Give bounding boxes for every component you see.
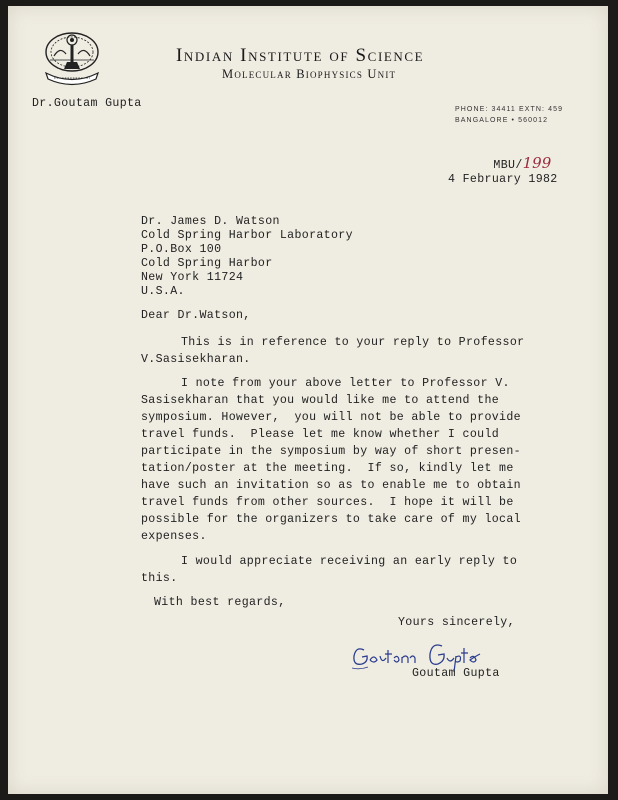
- letter-date: 4 February 1982: [448, 173, 558, 186]
- phone-line: PHONE: 34411 EXTN: 459: [455, 106, 564, 113]
- reference-prefix: MBU/: [493, 159, 523, 172]
- paragraph-line: expenses.: [141, 530, 207, 543]
- sender-name: Dr.Goutam Gupta: [32, 97, 142, 110]
- paragraph-line: travel funds. Please let me know whether I could: [141, 428, 500, 441]
- unit-name: Molecular Biophysics Unit: [222, 67, 397, 81]
- institution-name: Indian Institute of Science: [176, 45, 425, 66]
- paragraph-line: I note from your above letter to Professor V.: [181, 377, 510, 390]
- paragraph-3: [141, 555, 581, 589]
- address-line: Cold Spring Harbor Laboratory: [141, 229, 353, 242]
- recipient-address: [141, 215, 441, 315]
- address-line: Cold Spring Harbor: [141, 257, 273, 270]
- paragraph-line: tation/poster at the meeting. If so, kindly let me: [141, 462, 514, 475]
- institute-seal-logo: [40, 26, 104, 88]
- paragraph-line: V.Sasisekharan.: [141, 353, 251, 366]
- paragraph-1: [141, 336, 581, 370]
- reference-handwritten-number: 199: [522, 154, 552, 172]
- paragraph-line: participate in the symposium by way of short presen-: [141, 445, 521, 458]
- paragraph-line: Sasisekharan that you would like me to attend the: [141, 394, 500, 407]
- paragraph-line: possible for the organizers to take care of my local: [141, 513, 521, 526]
- paragraph-line: this.: [141, 572, 178, 585]
- address-line: P.O.Box 100: [141, 243, 222, 256]
- address-line: U.S.A.: [141, 285, 185, 298]
- salutation: Dear Dr.Watson,: [141, 309, 251, 322]
- signature-typed-name: Goutam Gupta: [412, 667, 500, 680]
- closing-line: Yours sincerely,: [398, 616, 515, 629]
- paragraph-line: This is in reference to your reply to Professor: [181, 336, 525, 349]
- city-line: BANGALORE • 560012: [455, 117, 549, 124]
- letter-page: [8, 6, 608, 794]
- paragraph-line: symposium. However, you will not be able to provide: [141, 411, 521, 424]
- regards-line: With best regards,: [154, 596, 286, 609]
- paragraph-2: [141, 377, 581, 547]
- paragraph-line: have such an invitation so as to enable me to obtain: [141, 479, 521, 492]
- address-line: Dr. James D. Watson: [141, 215, 280, 228]
- address-line: New York 11724: [141, 271, 244, 284]
- paragraph-line: travel funds from other sources. I hope it will be: [141, 496, 514, 509]
- paragraph-line: I would appreciate receiving an early reply to: [181, 555, 518, 568]
